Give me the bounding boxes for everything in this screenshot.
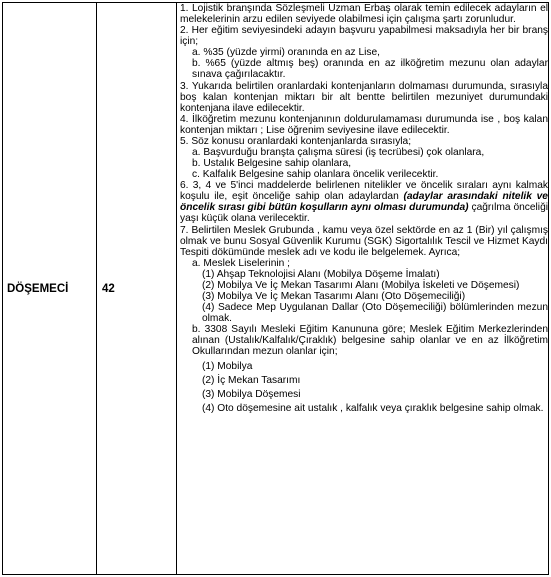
condition-1: 1. Lojistik branşında Sözleşmeli Uzman Erbaş olarak temin edilecek adayların el melekelerinin arzu edilen seviyede olabilmesi için çalışma şartı zorunludur.	[180, 3, 548, 26]
condition-2: 2. Her eğitim seviyesindeki adayın başvuru yapabilmesi maksadıyla her bir branş için;	[180, 25, 548, 48]
condition-6	[180, 180, 548, 224]
quota-cell	[97, 3, 177, 574]
condition-7b-3: (3) Mobilya Döşemesi	[202, 388, 301, 400]
condition-4: 4. İlköğretim mezunu kontenjanının doldurulamaması durumunda ise , boş kalan kontenjan miktarı ; Lise öğrenim seviyesine ilave edilecektir.	[180, 113, 548, 136]
condition-7b-2: (2) İç Mekan Tasarımı	[202, 374, 301, 386]
condition-7: 7. Belirtilen Meslek Grubunda , kamu veya özel sektörde en az 1 (Bir) yıl çalışmış olmak ve bunu Sosyal Güvenlik Kurumu (SGK) Sigortalılık Tescil ve Hizmet Kaydı Tespiti dökümünde meslek adı ve kodu ile belgelemek. Ayrıca;	[180, 224, 548, 258]
condition-7b: b. 3308 Sayılı Mesleki Eğitim Kanununa göre; Meslek Eğitim Merkezlerinden alınan (Ustalık/Kalfalık/Çıraklık) belgesine sahip olanlar ve en az İlköğretim Okullarından mezun olanlar için;	[192, 324, 548, 358]
branch-name: DÖŞEMECİ	[7, 282, 69, 295]
condition-7b-4: (4) Oto döşemesine ait ustalık , kalfalık veya çıraklık belgesine sahip olmak.	[202, 402, 544, 414]
condition-7a-1: (1) Ahşap Teknolojisi Alanı (Mobilya Döşeme İmalatı)	[202, 268, 440, 280]
condition-5: 5. Söz konusu oranlardaki kontenjanlarda sırasıyla;	[180, 135, 412, 147]
condition-6-emphasis: (adaylar arasındaki nitelik ve öncelik sırası gibi bütün koşulların aynı olması durumunda)	[180, 191, 548, 214]
branch-cell	[3, 3, 97, 574]
condition-7a-3: (3) Mobilya Ve İç Mekan Tasarımı Alanı (Oto Döşemeciliği)	[202, 291, 466, 303]
condition-5a: a. Başvurduğu branşta çalışma süresi (iş tecrübesi) çok olanlara,	[192, 147, 485, 159]
condition-5c: c. Kalfalık Belgesine sahip olanlara öncelik verilecektir.	[192, 169, 439, 181]
condition-7a-2: (2) Mobilya Ve İç Mekan Tasarımı Alanı (Mobilya İskeleti ve Döşemesi)	[202, 279, 520, 291]
condition-3: 3. Yukarıda belirtilen oranlardaki kontenjanların dolmaması durumunda, sırasıyla boş kalan kontenjan miktarı bir alt bentte belirtilen mezuniyet durumundaki kontenjana ilave edilecektir.	[180, 80, 548, 114]
condition-6-text: 6. 3, 4 ve 5'inci maddelerde belirlenen nitelikler ve öncelik sıraları aynı kalmak koşulu ile, eşit önceliğe sahip olan adaylardan	[180, 180, 548, 203]
condition-7a: a. Meslek Liselerinin ;	[192, 257, 290, 269]
condition-6-tail: çağrılma önceliği yaşı küçük olana verilecektir.	[180, 202, 548, 225]
condition-2b: b. %65 (yüzde altmış beş) oranında en az ilköğretim mezunu olan adaylar sınava çağırılacaktır.	[192, 58, 548, 81]
condition-5b: b. Ustalık Belgesine sahip olanlara,	[192, 158, 352, 170]
quota-value: 42	[102, 282, 115, 295]
condition-7a-4: (4) Sadece Mep Uygulanan Dallar (Oto Döşemeciliği) bölümlerinden mezun olmak.	[202, 302, 548, 325]
condition-2a: a. %35 (yüzde yirmi) oranında en az Lise,	[192, 47, 380, 59]
condition-7b-1: (1) Mobilya	[202, 360, 253, 372]
conditions-cell	[177, 3, 550, 574]
requirements-table	[2, 2, 549, 575]
